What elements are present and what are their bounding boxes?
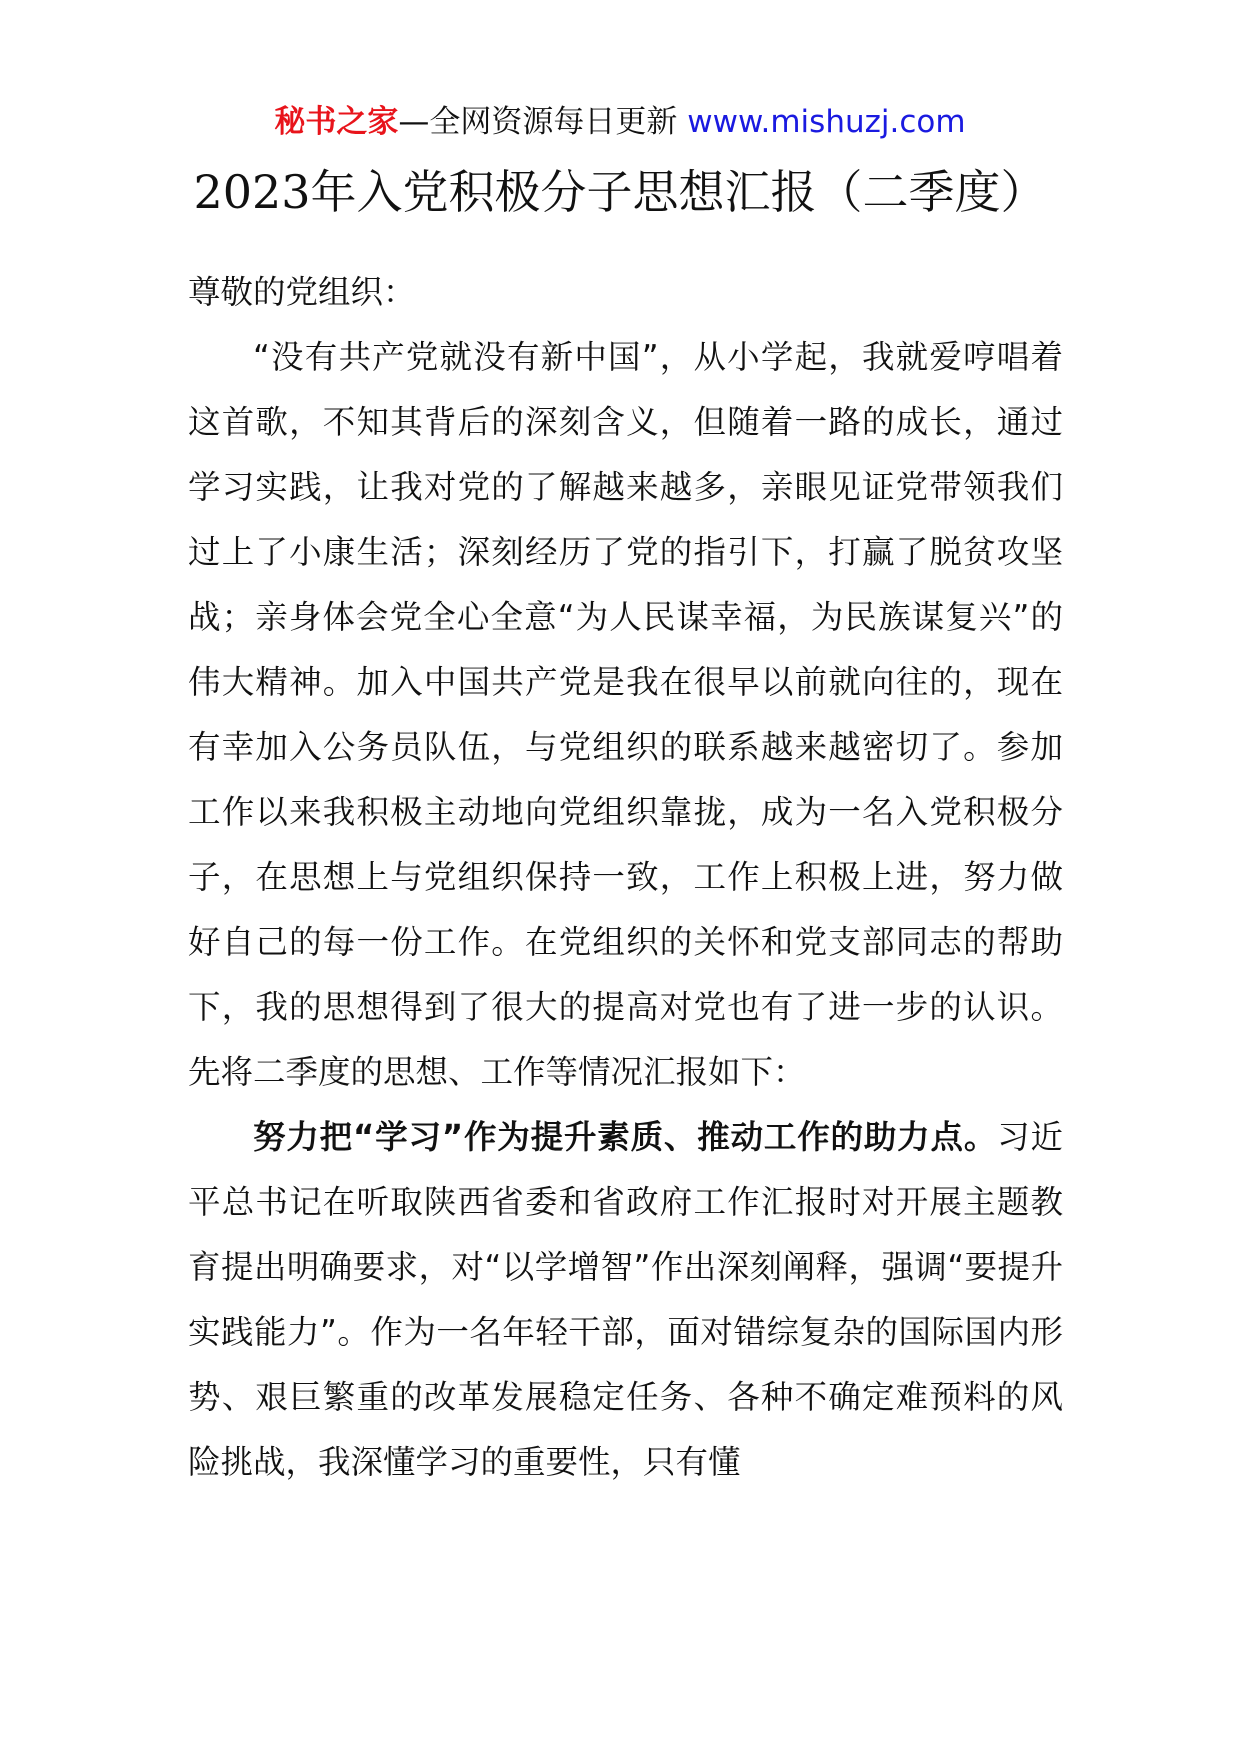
paragraph-intro: “没有共产党就没有新中国”，从小学起，我就爱哼唱着这首歌，不知其背后的深刻含义，但随着一路的成长，通过学习实践，让我对党的了解越来越多，亲眼见证党带领我们过上了小康生活；深刻经历了党的指引下，打赢了脱贫攻坚战；亲身体会党全心全意“为人民谋幸福，为民族谋复兴”的伟大精神。加入中国共产党是我在很早以前就向往的，现在有幸加入公务员队伍，与党组织的联系越来越密切了。参加工作以来我积极主动地向党组织靠拢，成为一名入党积极分子，在思想上与党组织保持一致，工作上积极上进，努力做好自己的每一份工作。在党组织的关怀和党支部同志的帮助下，我的思想得到了很大的提高对党也有了进一步的认识。先将二季度的思想、工作等情况汇报如下： <box>188 338 1063 1091</box>
site-slogan: —全网资源每日更新 <box>398 104 688 140</box>
document-title: 2023年入党积极分子思想汇报（二季度） <box>193 165 1047 219</box>
site-header <box>0 100 1240 144</box>
paragraph-study-text: 习近平总书记在听取陕西省委和省政府工作汇报时对开展主题教育提出明确要求，对“以学增智”作出深刻阐释，强调“要提升实践能力”。作为一名年轻干部，面对错综复杂的国际国内形势、艰巨繁重的改革发展稳定任务、各种不确定难预料的风险挑战，我深懂学习的重要性，只有懂 <box>188 1118 1063 1481</box>
salutation: 尊敬的党组织： <box>188 273 416 311</box>
paragraph-study <box>188 1105 1063 1495</box>
paragraph-study-heading: 努力把“学习”作为提升素质、推动工作的助力点。 <box>253 1118 998 1156</box>
document-body <box>188 260 1063 1495</box>
brand-name: 秘书之家 <box>274 104 399 140</box>
site-url-link[interactable]: www.mishuzj.com <box>687 104 966 140</box>
